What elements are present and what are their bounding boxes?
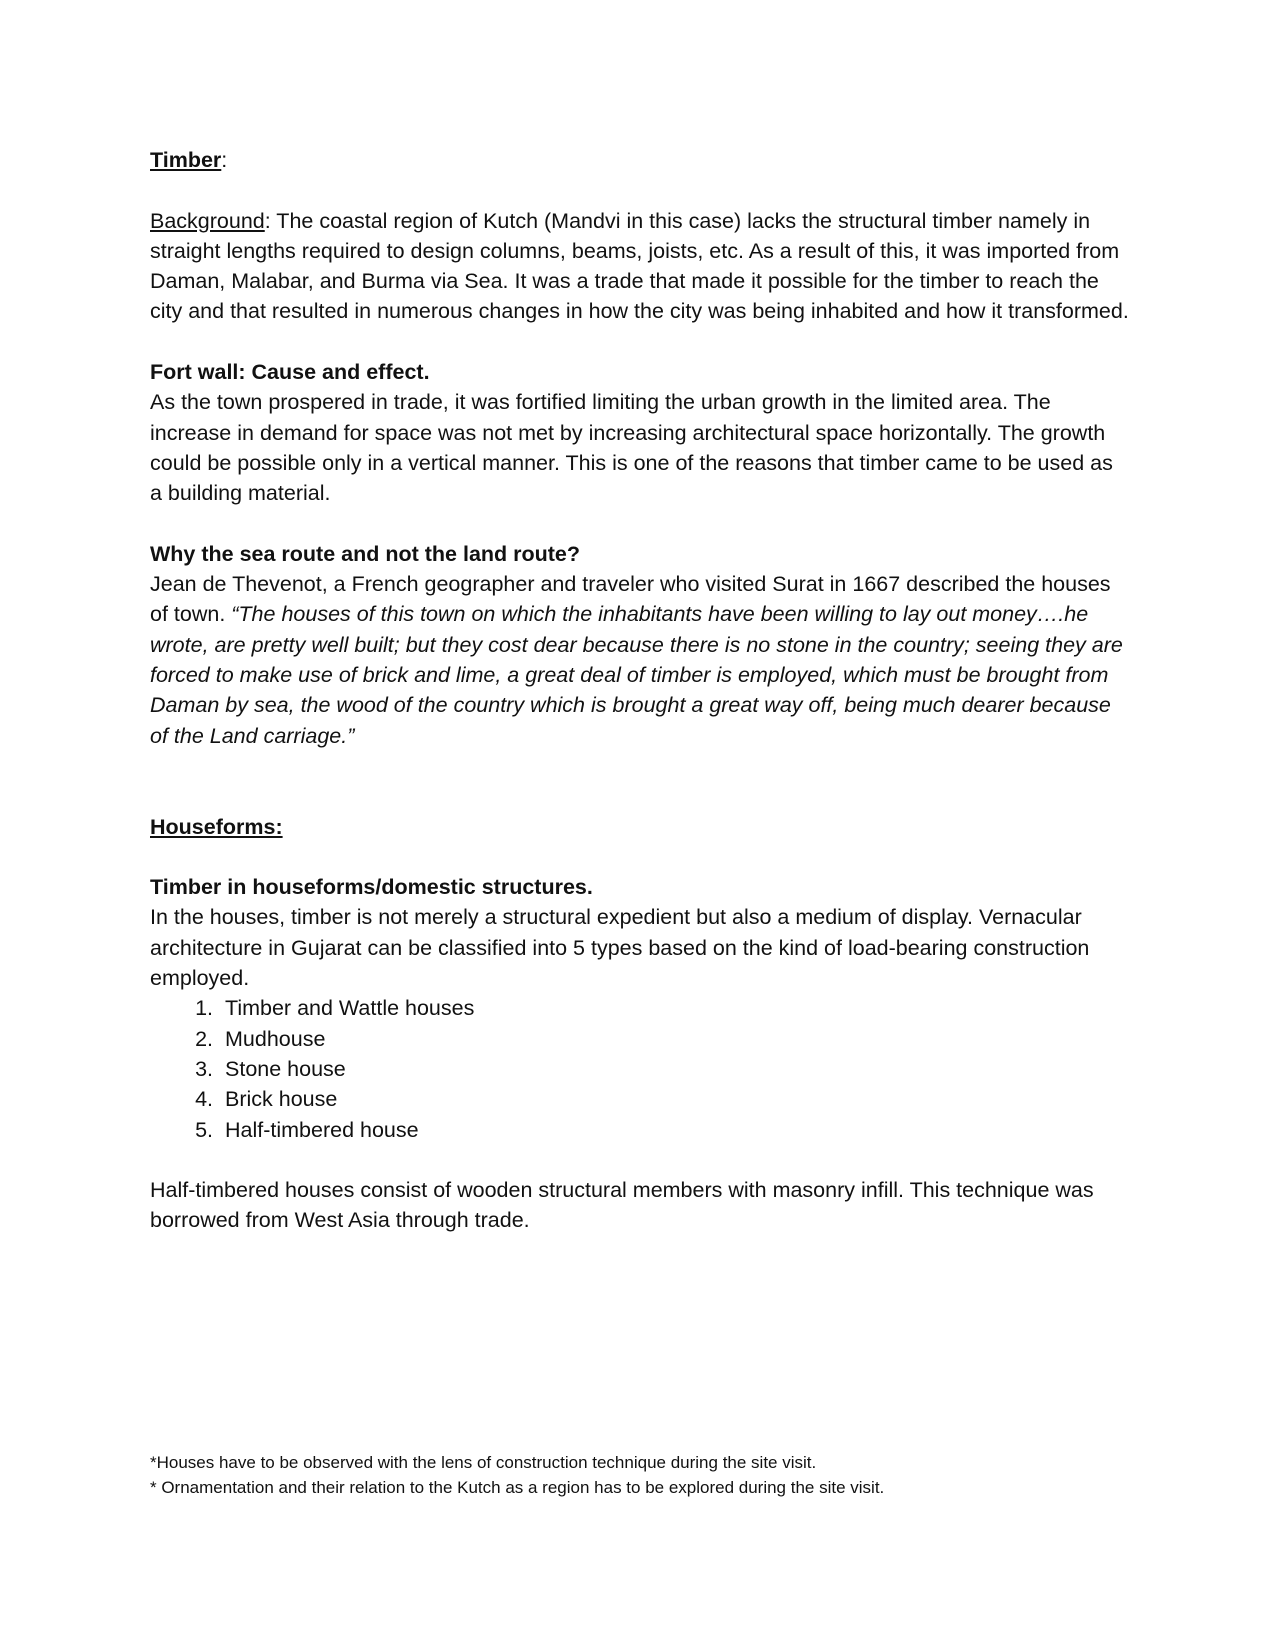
half-timbered-paragraph: Half-timbered houses consist of wooden structural members with masonry infill. This technique was borrowed from West Asia through trade. bbox=[150, 1178, 1094, 1233]
list-item-label: Stone house bbox=[225, 1056, 346, 1081]
fort-wall-heading: Fort wall: Cause and effect. bbox=[150, 360, 430, 385]
timber-heading-line bbox=[150, 145, 1130, 175]
list-item-number: 1. bbox=[195, 996, 213, 1021]
footnote-ornamentation: * Ornamentation and their relation to the Kutch as a region has to be explored during the site visit. bbox=[150, 1478, 885, 1497]
list-item-label: Timber and Wattle houses bbox=[225, 996, 475, 1021]
timber-heading-colon: : bbox=[221, 148, 228, 172]
list-item bbox=[150, 993, 1130, 1023]
houseforms-subheading: Timber in houseforms/domestic structures. bbox=[150, 875, 593, 900]
list-item-number: 5. bbox=[195, 1117, 213, 1142]
list-item bbox=[150, 1115, 1130, 1145]
list-item-number: 3. bbox=[195, 1056, 213, 1081]
footnote-houses: *Houses have to be observed with the lens of construction technique during the site visit. bbox=[150, 1453, 817, 1472]
list-item-label: Mudhouse bbox=[225, 1026, 326, 1051]
sea-route-intro: Jean de Thevenot, a French geographer and traveler who visited Surat in 1667 described the houses of town. bbox=[150, 572, 1111, 627]
list-item-label: Half-timbered house bbox=[225, 1117, 419, 1142]
houseforms-heading: Houseforms: bbox=[150, 814, 283, 839]
thevenot-quote: “The houses of this town on which the inhabitants have been willing to lay out money….he wrote, are pretty well built; but they cost dear because there is no stone in the country; seeing they are forced to make use of brick and lime, a great deal of timber is employed, which must be brought from Daman by sea, the wood of the country which is brought a great way off, being much dearer because of the Land carriage.” bbox=[150, 602, 1123, 748]
list-item bbox=[150, 1054, 1130, 1084]
list-item bbox=[150, 1024, 1130, 1054]
sea-route-heading: Why the sea route and not the land route? bbox=[150, 541, 581, 566]
background-paragraph bbox=[150, 206, 1130, 327]
document-body bbox=[150, 145, 1130, 1236]
list-item bbox=[150, 1084, 1130, 1114]
list-item-number: 2. bbox=[195, 1026, 213, 1051]
fort-wall-paragraph: As the town prospered in trade, it was fortified limiting the urban growth in the limited area. The increase in demand for space was not met by increasing architectural space horizontally. The growth could be possible only in a vertical manner. This is one of the reasons that timber came to be used as a building material. bbox=[150, 390, 1113, 506]
background-label: Background bbox=[150, 208, 265, 233]
sea-route-paragraph bbox=[150, 569, 1130, 751]
timber-heading: Timber bbox=[150, 148, 222, 172]
houseforms-paragraph: In the houses, timber is not merely a structural expedient but also a medium of display. Vernacular architecture in Gujarat can be classified into 5 types based on the kind of load-bearing construction employed. bbox=[150, 905, 1090, 991]
house-types-list bbox=[150, 993, 1130, 1144]
background-text: : The coastal region of Kutch (Mandvi in this case) lacks the structural timber namely in straight lengths required to design columns, beams, joists, etc. As a result of this, it was imported from Daman, Malabar, and Burma via Sea. It was a trade that made it possible for the timber to reach the city and that resulted in numerous changes in how the city was being inhabited and how it transformed. bbox=[150, 208, 1129, 324]
list-item-label: Brick house bbox=[225, 1087, 338, 1112]
footnotes bbox=[150, 1450, 1130, 1500]
list-item-number: 4. bbox=[195, 1087, 213, 1112]
